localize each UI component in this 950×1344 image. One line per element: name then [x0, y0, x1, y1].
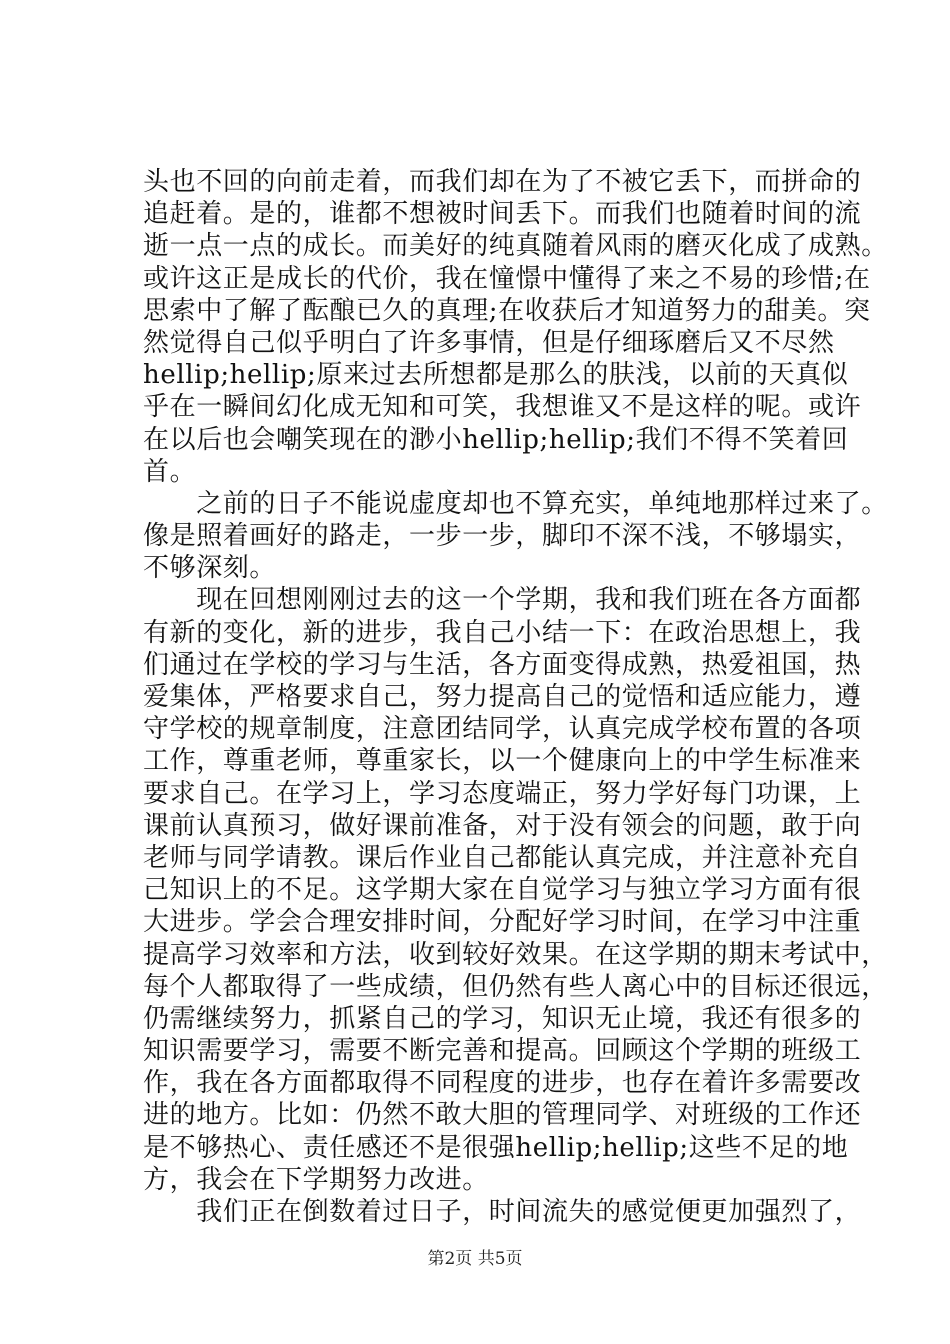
- text-line: 每个人都取得了一些成绩，但仍然有些人离心中的目标还很远，: [143, 971, 888, 1002]
- text-line: 爱集体，严格要求自己，努力提高自己的觉悟和适应能力，遵: [143, 682, 862, 712]
- text-line: 们通过在学校的学习与生活，各方面变得成熟，热爱祖国，热: [143, 649, 862, 680]
- text-line: 课前认真预习，做好课前准备，对于没有领会的问题，敢于向: [143, 810, 862, 841]
- text-line: 大进步。学会合理安排时间，分配好学习时间，在学习中注重: [143, 907, 862, 938]
- text-line: 乎在一瞬间幻化成无知和可笑，我想谁又不是这样的呢。或许: [143, 392, 862, 423]
- text-line: 提高学习效率和方法，收到较好效果。在这学期的期末考试中，: [143, 939, 888, 970]
- text-line: 思索中了解了酝酿已久的真理;在收获后才知道努力的甜美。突: [143, 295, 871, 326]
- text-line: 知识需要学习，需要不断完善和提高。回顾这个学期的班级工: [143, 1036, 862, 1067]
- text-line: 我们正在倒数着过日子，时间流失的感觉便更加强烈了，: [143, 1197, 862, 1227]
- text-line: 逝一点一点的成长。而美好的纯真随着风雨的磨灭化成了成熟。: [143, 231, 888, 262]
- text-line: 作，我在各方面都取得不同程度的进步，也存在着许多需要改: [143, 1068, 862, 1099]
- text-line: 之前的日子不能说虚度却也不算充实，单纯地那样过来了。: [143, 488, 888, 519]
- text-line: 守学校的规章制度，注意团结同学，认真完成学校布置的各项: [143, 714, 862, 745]
- text-line: 己知识上的不足。这学期大家在自觉学习与独立学习方面有很: [143, 875, 862, 906]
- text-line: 现在回想刚刚过去的这一个学期，我和我们班在各方面都: [143, 585, 862, 616]
- text-line: 工作，尊重老师，尊重家长，以一个健康向上的中学生标准来: [143, 746, 862, 777]
- text-line: 方，我会在下学期努力改进。: [143, 1164, 489, 1195]
- text-line: 老师与同学请教。课后作业自己都能认真完成，并注意补充自: [143, 842, 862, 873]
- text-line: 有新的变化，新的进步，我自己小结一下：在政治思想上，我: [143, 617, 862, 648]
- text-line: 或许这正是成长的代价，我在憧憬中懂得了来之不易的珍惜;在: [143, 263, 871, 294]
- text-line: 然觉得自己似乎明白了许多事情，但是仔细琢磨后又不尽然: [143, 327, 835, 358]
- text-line: 是不够热心、责任感还不是很强hellip;hellip;这些不足的地: [143, 1132, 849, 1163]
- text-line: 不够深刻。: [143, 553, 277, 584]
- text-line: 首。: [143, 456, 197, 487]
- text-line: 头也不回的向前走着，而我们却在为了不被它丢下，而拼命的: [143, 167, 862, 197]
- text-line: 要求自己。在学习上，学习态度端正，努力学好每门功课，上: [143, 778, 862, 809]
- page-number-footer: 第2页 共5页: [427, 1249, 523, 1269]
- text-line: 进的地方。比如：仍然不敢大胆的管理同学、对班级的工作还: [143, 1100, 862, 1131]
- text-line: 像是照着画好的路走，一步一步，脚印不深不浅，不够塌实，: [143, 521, 862, 552]
- text-line: hellip;hellip;原来过去所想都是那么的肤浅，以前的天真似: [143, 360, 849, 391]
- text-line: 仍需继续努力，抓紧自己的学习，知识无止境，我还有很多的: [143, 1003, 862, 1034]
- text-line: 在以后也会嘲笑现在的渺小hellip;hellip;我们不得不笑着回: [143, 424, 849, 455]
- document-body: [143, 166, 888, 1228]
- text-line: 追赶着。是的，谁都不想被时间丢下。而我们也随着时间的流: [143, 199, 862, 230]
